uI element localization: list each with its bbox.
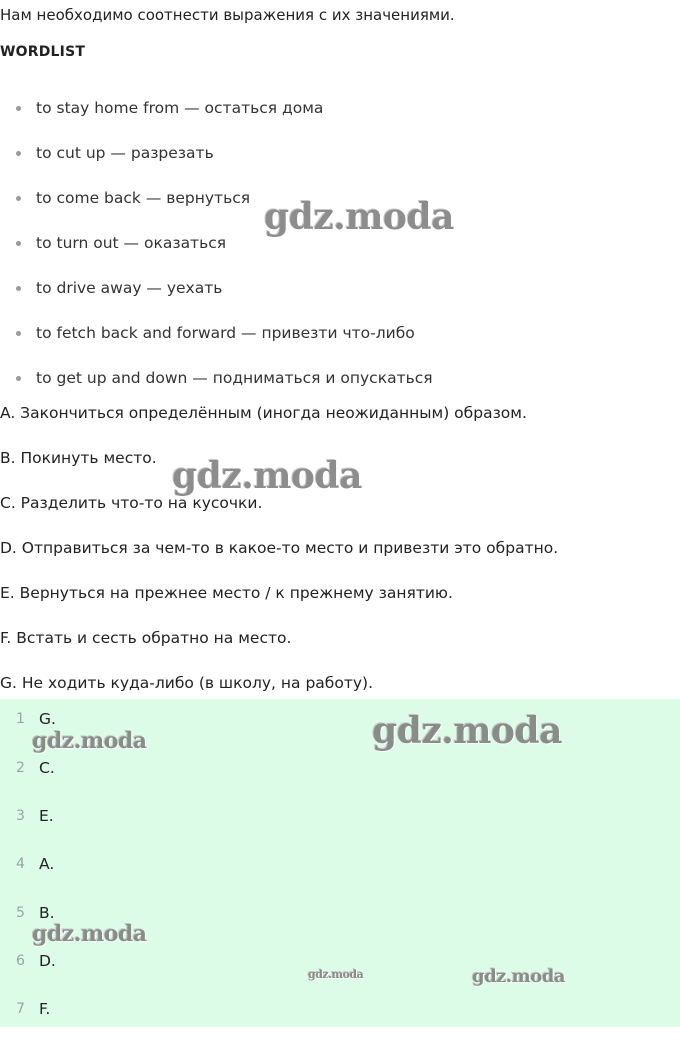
watermark-logo: gdz.moda [32,728,147,754]
watermark-logo: gdz.moda [172,455,362,497]
answer-value: B. [39,904,55,922]
wordlist-item-text: to drive away — уехать [36,279,223,297]
answer-value: D. [39,952,56,970]
intro-text: Нам необходимо соотнести выражения с их значениями. [0,6,455,24]
meaning-item: G. Не ходить куда-либо (в школу, на работу). [0,674,373,692]
answer-number: 2 [16,760,25,776]
wordlist-item-text: to fetch back and forward — привезти что-либо [36,324,415,342]
watermark-logo: gdz.moda [372,710,562,752]
answer-number: 7 [16,1001,25,1017]
answer-value: A. [39,855,55,873]
answer-number: 6 [16,953,25,969]
watermark-logo: gdz.moda [264,196,454,238]
bullet-icon [16,376,21,381]
answer-number: 4 [16,856,25,872]
answer-value: C. [39,759,55,777]
watermark-logo: gdz.moda [308,968,364,981]
meanings-list [0,400,558,715]
wordlist-heading: WORDLIST [0,44,86,60]
wordlist-item [0,140,433,185]
meaning-item: F. Встать и сесть обратно на место. [0,629,292,647]
wordlist-item [0,320,433,365]
meaning-item: B. Покинуть место. [0,449,157,467]
answer-value: E. [39,807,54,825]
wordlist-item [0,275,433,320]
answer-value: G. [39,710,56,728]
wordlist [0,95,433,410]
wordlist-item-text: to get up and down — подниматься и опускаться [36,369,433,387]
meaning-item: C. Разделить что-то на кусочки. [0,494,263,512]
wordlist-item-text: to stay home from — остаться дома [36,99,324,117]
bullet-icon [16,241,21,246]
meaning-item: E. Вернуться на прежнее место / к прежнему занятию. [0,584,453,602]
answer-number: 3 [16,808,25,824]
bullet-icon [16,331,21,336]
wordlist-item-text: to come back — вернуться [36,189,251,207]
bullet-icon [16,196,21,201]
watermark-logo: gdz.moda [32,921,147,947]
bullet-icon [16,286,21,291]
bullet-icon [16,106,21,111]
answer-value: F. [39,1000,51,1018]
answer-number: 5 [16,905,25,921]
meaning-item: D. Отправиться за чем-то в какое-то место и привезти это обратно. [0,539,559,557]
bullet-icon [16,151,21,156]
watermark-logo: gdz.moda [472,966,565,987]
wordlist-item-text: to cut up — разрезать [36,144,214,162]
wordlist-item-text: to turn out — оказаться [36,234,227,252]
wordlist-item [0,95,433,140]
meaning-item: A. Закончиться определённым (иногда неожиданным) образом. [0,404,527,422]
answer-number: 1 [16,711,25,727]
